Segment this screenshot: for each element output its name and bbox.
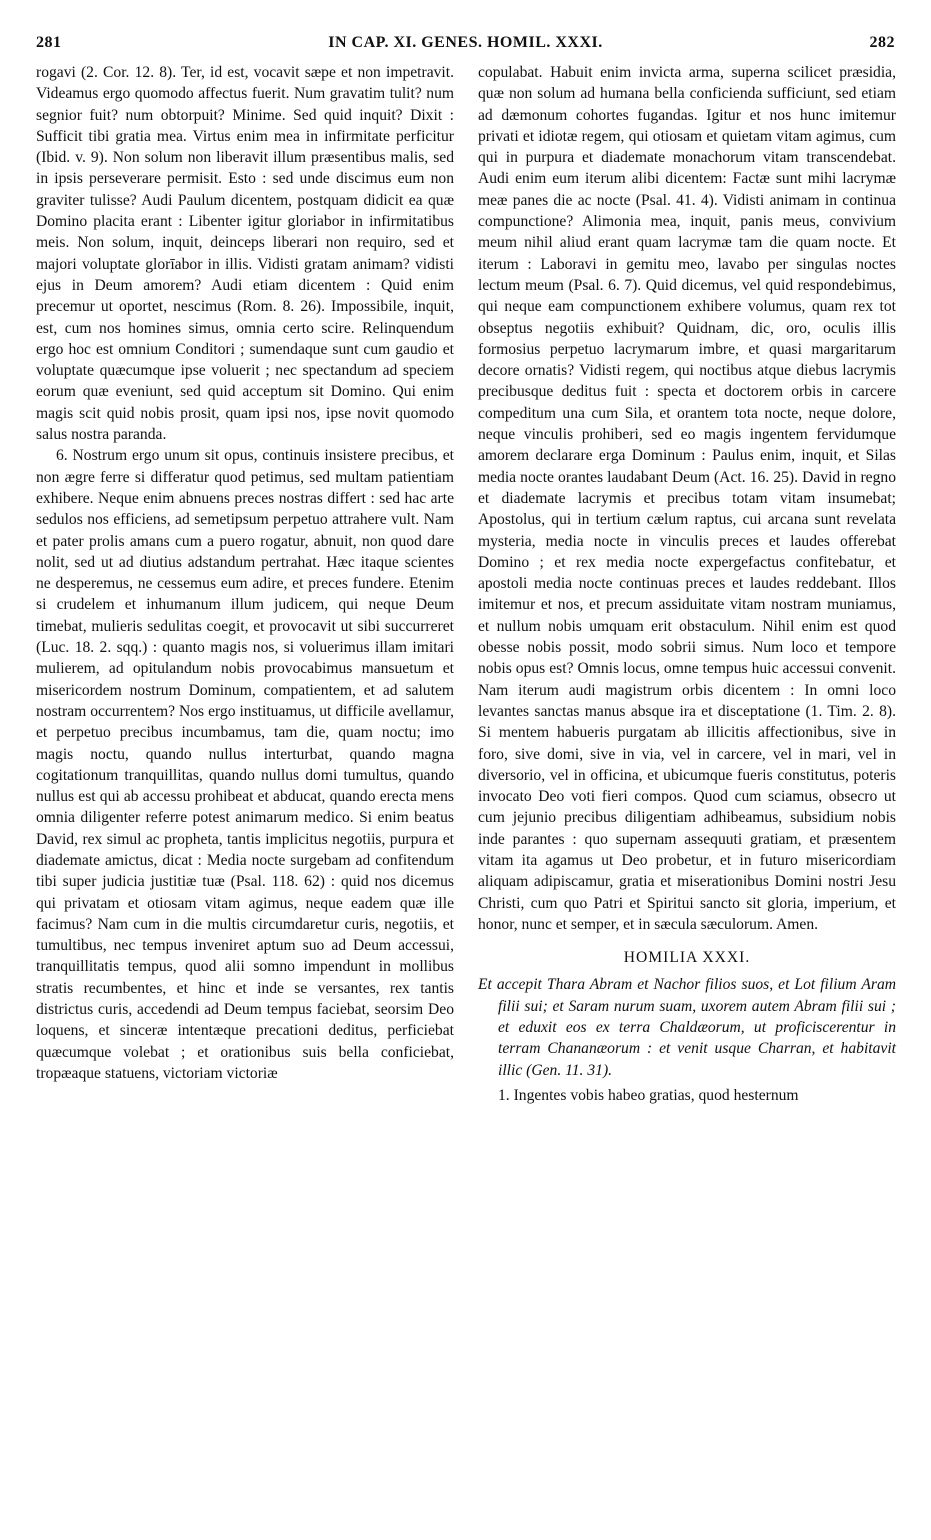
homily-argument: Et accepit Thara Abram et Nachor filios suos, et Lot filium Aram filii sui; et Saram nurum suam, uxorem autem Abram filii sui ; et eduxit eos ex terra Chaldæorum, ut proficiscerentur in terram Chananæorum : et venit usque Charran, et habitavit illic (Gen. 11. 31).	[478, 976, 896, 1079]
page-number-right: 282	[869, 34, 895, 51]
homily-title: HOMILIA XXXI.	[623, 949, 751, 967]
right-paragraph-2: 1. Ingentes vobis habeo gratias, quod hesternum	[498, 1086, 799, 1104]
page-number-left: 281	[36, 34, 62, 51]
page-header	[36, 34, 895, 58]
left-paragraph-1: rogavi (2. Cor. 12. 8). Ter, id est, vocavit sæpe et non impetravit. Videamus ergo quomodo affectus fuerit. Num gravatim tulit? num segnior fuit? num obtorpuit? Minime. Sed quid inquit? Dixit : Sufficit tibi gratia mea. Virtus enim mea in infirmitate perficitur (Ibid. v. 9). Non solum non liberavit illum præsentibus malis, sed in ipsis perseverare permisit. Esto : sed unde discimus eum non graviter tulisse? Audi Paulum dicentem, postquam didicit ea quæ Domino placita erant : Libenter igitur gloriabor in infirmitatibus meis. Non solum, inquit, deinceps liberari non requiro, sed et majori voluptate glorīabor in illis. Vidisti gratam animam? vidisti ejus in Deum amorem? Audi etiam dicentem : Quid enim precemur ut oportet, nescimus (Rom. 8. 26). Impossibile, inquit, est, cum nos homines simus, omnia certo scire. Relinquendum ergo hoc est omnium Conditori ; sumendaque sunt cum gaudio et voluptate quæcumque ipse voluerit ; nec spectandum ad speciem eorum quæ eveniunt, sed quid acceptum sit Domino. Qui enim magis scit quid nobis prosit, quam ipsi nos, ipse novit quomodo salus nostra paranda.	[36, 64, 454, 444]
left-column	[36, 62, 454, 1084]
left-paragraph-2: 6. Nostrum ergo unum sit opus, continuis insistere precibus, et non ægre ferre si differatur quod petimus, sed multam patientiam exhibere. Neque enim abnuens preces nostras differt : sed hac arte sedulos nos efficiens, ad semetipsum perpetuo attrahere vult. Nam et pater prolis amans cum a puero rogatur, abnuit, non quod dare nolit, sed ut ad diutius adstandum pertrahat. Hæc itaque scientes ne desperemus, ne cessemus eum adire, et preces fundere. Etenim si crudelem et inhumanum illum judicem, qui neque Deum timebat, mulieris sedulitas coegit, et provocavit ut sibi succurreret (Luc. 18. 2. sqq.) : quanto magis nos, si voluerimus illam imitari mulierem, ad opitulandum nobis provocabimus mansuetum et misericordem nostrum Dominum, compatientem, et ad salutem nostram occurrentem? Nos ergo instituamus, ut difficile avellamur, et perpetuo precibus incumbamus, tam die, quam noctu; imo magis noctu, quando nullus interturbat, quando magna cogitationum tranquillitas, quando nullus domi tumultus, quando nullus est qui ab accessu prohibeat et abducat, quando erecta mens omnia diligenter referre potest animarum medico. Si enim beatus David, rex simul ac propheta, tantis implicitus negotiis, purpura et diademate amictus, dicat : Media nocte surgebam ad confitendum tibi super judicia justitiæ tuæ (Psal. 118. 62) : quid nos dicemus qui privatam et otiosam vitam agimus, neque eadem quæ ille facimus? Nam cum in die multis circumdaretur curis, negotiis, et tumultibus, nec tempus inveniret aptum suo ad Deum accessui, tranquillitatis tempus, quod alii somno impendunt in mollibus stratis recumbentes, et hinc et inde se versantes, rex tantis districtus curis, accedendi ad Deum tempus faciebat, seorsim Deo loquens, et sinceræ intentæque precationi deditus, perficiebat quæcumque volebat ; et orationibus suis bella conficiebat, tropæaque statuens, victoriam victoriæ	[36, 447, 454, 1082]
right-paragraph-1: copulabat. Habuit enim invicta arma, superna scilicet præsidia, quæ non solum ad humana bella conficienda sufficiunt, sed etiam ad dæmonum cohortes fugandas. Igitur et nos hunc imitemur privati et idiotæ regem, qui otiosam et quietam vitam agimus, cum qui in purpura et diademate monachorum vitam transcendebat. Audi enim eum iterum alibi dicentem: Factæ sunt mihi lacrymæ meæ panes die ac nocte (Psal. 41. 4). Vidisti animam in continua compunctione? Alimonia mea, inquit, panis meus, convivium meum nihil aliud erant quam lacrymæ tam die quam nocte. Et iterum : Laboravi in gemitu meo, lavabo per singulas noctes lectum meum (Psal. 6. 7). Quid dicemus, vel quid respondebimus, qui neque eam compunctionem exhibere volumus, quam rex tot obseptus negotiis exhibuit? Quidnam, dic, oro, oculis illis formosius perpetuo lacrymarum imbre, et quasi margaritarum decore ornatis? Vidisti regem, qui noctibus atque diebus lacrymis precibusque deditus fuit : specta et doctorem orbis in carcere compeditum una cum Sila, et orantem tota nocte, neque dolore, neque vinculis prohiberi, sed eo magis ingentem fervidumque amorem declarare erga Dominum : Paulus enim, inquit, et Silas media nocte orantes laudabant Deum (Act. 16. 25). David in regno et diademate lacrymis et precibus totam vitam insumebat; Apostolus, qui in tertium cælum raptus, cui arcana sunt revelata mysteria, media nocte in vinculis preces et laudes offerebat Domino ; et rex media nocte expergefactus confitebatur, et apostoli media nocte continuas preces et laudes reddebant. Illos imitemur et nos, et precum assiduitate vitam nostram muniamus, et nullum nobis umquam erit obstaculum. Nihil enim est quod obesse nobis possit, modo sobrii simus. Num loco et tempore nobis opus est? Omnis locus, omne tempus huic accessui convenit. Nam iterum audi magistrum orbis dicentem : In omni loco levantes sanctas manus absque ira et disceptatione (1. Tim. 2. 8). Si mentem habueris purgatam ab illicitis affectionibus, sive in foro, sive domi, sive in via, vel in carcere, vel in mari, vel in diversorio, vel in officina, et ubicumque fueris constitutus, poteris invocato Deo voti fieri compos. Quod cum sciamus, obsecro ut cum jejunio precibus diligentiam adhibeamus, subsidium nobis inde parantes : quo supernam assequuti gratiam, et præsentem vitam ita agamus ut Deo probetur, et in futuro misericordiam aliquam adipiscamur, gratia et miserationibus Domini nostri Jesu Christi, cum quo Patri et Spiritui sancto sit gloria, imperium, et honor, nunc et semper, et in sæcula sæculorum. Amen.	[478, 64, 896, 933]
right-column	[478, 62, 896, 1106]
running-title: IN CAP. XI. GENES. HOMIL. XXXI.	[328, 34, 603, 51]
